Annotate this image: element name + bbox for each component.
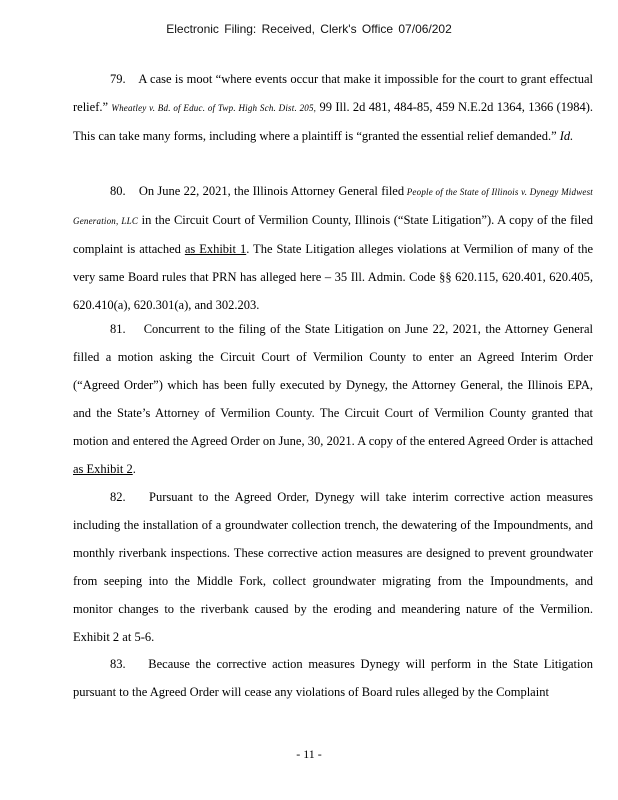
paragraph-number: 82.: [110, 490, 126, 504]
case-citation: Wheatley v. Bd. of Educ. of Twp. High Sch. Dist. 205,: [111, 103, 317, 113]
paragraph-81: [73, 315, 593, 483]
paragraph-83: [73, 650, 593, 706]
exhibit-reference: as Exhibit 2: [73, 462, 133, 476]
paragraph-text: Concurrent to the filing of the State Litigation on June 22, 2021, the Attorney General filled a motion asking the Circuit Court of Vermilion County to enter an Agreed Interim Order (“Agreed Order”) which has been fully executed by Dynegy, the Attorney General, the Illinois EPA, and the State’s Attorney of Vermilion County. The Circuit Court of Vermilion County granted that motion and entered the Agreed Order on June, 30, 2021. A copy of the entered Agreed Order is attached: [73, 322, 593, 448]
paragraph-number: 83.: [110, 657, 126, 671]
id-citation: Id.: [556, 129, 574, 143]
paragraph-text: 99 Ill. 2d 481, 484-85, 459 N.E.2d 1364, 1366 (1984). This can take many forms, including where a plaintiff is “granted the essential relief demanded.”: [73, 100, 594, 143]
paragraph-82: [73, 483, 593, 651]
paragraph-text: Because the corrective action measures Dynegy will perform in the State Litigation pursuant to the Agreed Order will cease any violations of Board rules alleged by the Complaint: [73, 657, 594, 699]
paragraph-text: in the Circuit Court of Vermilion County, Illinois (“State Litigation”). A copy of the filed complaint is attached: [73, 213, 593, 256]
paragraph-text: .: [132, 462, 136, 476]
paragraph-number: 81.: [110, 322, 126, 336]
paragraph-80: [73, 177, 593, 319]
exhibit-reference: as Exhibit 1: [184, 242, 247, 256]
paragraph-79: [73, 65, 593, 150]
paragraph-text: A case is moot “where events occur that make it impossible for the court to grant effectual relief.”: [73, 72, 594, 114]
paragraph-text: On June 22, 2021, the Illinois Attorney General filed: [138, 184, 405, 198]
filing-header: Electronic Filing: Received, Clerk's Office 07/06/202: [166, 22, 452, 36]
paragraph-number: 80.: [110, 184, 126, 198]
paragraph-number: 79.: [110, 72, 126, 86]
case-citation: People of the State of Illinois v. Dynegy Midwest Generation, LLC: [73, 187, 593, 226]
paragraph-text: . The State Litigation alleges violations at Vermilion of many of the very same Board rules that PRN has alleged here – 35 Ill. Admin. Code §§ 620.115, 620.401, 620.405, 620.410(a), 620.301(a), and 302.203.: [73, 242, 593, 312]
paragraph-text: Pursuant to the Agreed Order, Dynegy will take interim corrective action measures including the installation of a groundwater collection trench, the dewatering of the Impoundments, and monthly riverbank inspections. These corrective action measures are designed to prevent groundwater from seeping into the Middle Fork, collect groundwater migrating from the Impoundments, and monitor changes to the riverbank caused by the eroding and meandering nature of the Vermilion. Exhibit 2 at 5-6.: [73, 490, 594, 644]
page-number: - 11 -: [296, 747, 322, 761]
